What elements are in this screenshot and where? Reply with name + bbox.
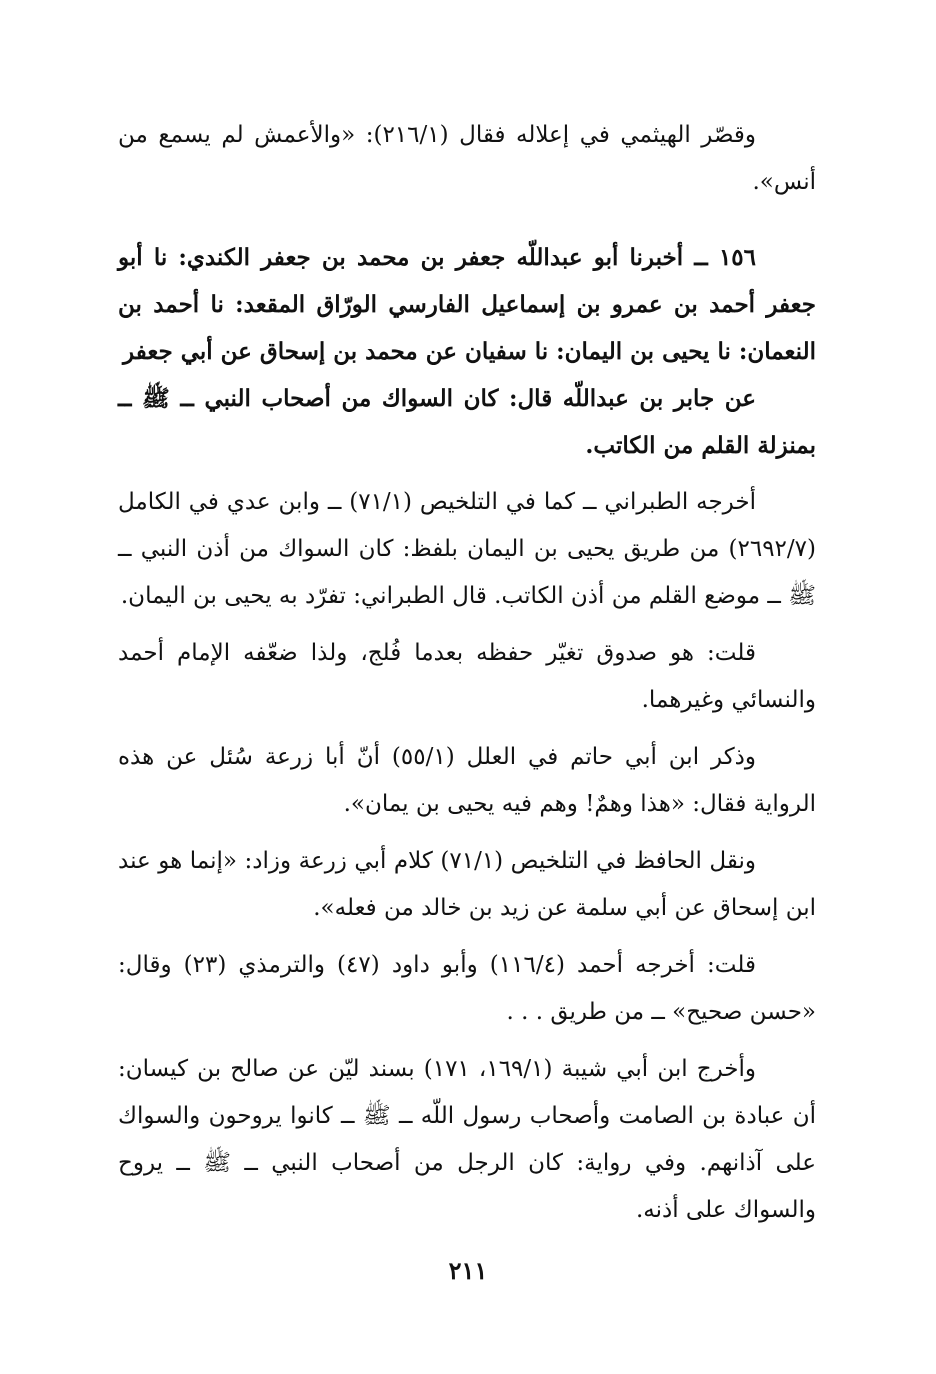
spacer	[118, 469, 816, 479]
spacer	[118, 206, 816, 234]
paragraph-ilal: وذكر ابن أبي حاتم في العلل (٥٥/١) أنّ أبا زرعة سُئل عن هذه الرواية فقال: «هذا وهمٌ! وهم فيه يحيى بن يمان».	[118, 744, 816, 817]
spacer	[118, 620, 816, 630]
paragraph-ibn-abi-shaybah: وأخرج ابن أبي شيبة (١٦٩/١، ١٧١) بسند ليّن عن صالح بن كيسان: أن عبادة بن الصامت وأصحاب رسول اللّه ــ ﷺ ــ كانوا يروحون والسواك على آذانهم. وفي رواية: كان الرجل من أصحاب النبي ــ ﷺ ــ يروح والسواك على أذنه.	[118, 1056, 816, 1223]
spacer	[118, 724, 816, 734]
paragraph-talkhis: ونقل الحافظ في التلخيص (٧١/١) كلام أبي زرعة وزاد: «إنما هو عند ابن إسحاق عن أبي سلمة عن زيد بن خالد من فعله».	[118, 848, 816, 921]
spacer	[118, 1036, 816, 1046]
paragraph-intro: وقصّر الهيثمي في إعلاله فقال (٢١٦/١): «والأعمش لم يسمع من أنس».	[118, 122, 816, 195]
spacer	[118, 828, 816, 838]
page-body	[118, 112, 816, 1234]
paragraph-takhrij: أخرجه الطبراني ــ كما في التلخيص (٧١/١) ــ وابن عدي في الكامل (٢٦٩٢/٧) من طريق يحيى بن اليمان بلفظ: كان السواك من أذن النبي ــ ﷺ ــ موضع القلم من أذن الكاتب. قال الطبراني: تفرّد به يحيى بن اليمان.	[118, 489, 816, 609]
hadith-chain: ١٥٦ ــ أخبرنا أبو عبداللّه جعفر بن محمد بن جعفر الكندي: نا أبو جعفر أحمد بن عمرو بن إسماعيل الفارسي الورّاق المقعد: نا أحمد بن النعمان: نا يحيى بن اليمان: نا سفيان عن محمد بن إسحاق عن أبي جعفر	[118, 244, 816, 365]
spacer	[118, 932, 816, 942]
paragraph-comment: قلت: هو صدوق تغيّر حفظه بعدما فُلج، ولذا ضعّفه الإمام أحمد والنسائي وغيرهما.	[118, 640, 816, 713]
paragraph-ahmad: قلت: أخرجه أحمد (١١٦/٤) وأبو داود (٤٧) والترمذي (٢٣) وقال: «حسن صحيح» ــ من طريق . . .	[118, 952, 816, 1025]
page-number: ٢١١	[448, 1256, 488, 1285]
hadith-text: عن جابر بن عبداللّه قال: كان السواك من أصحاب النبي ــ ﷺ ــ بمنزلة القلم من الكاتب.	[118, 385, 816, 459]
